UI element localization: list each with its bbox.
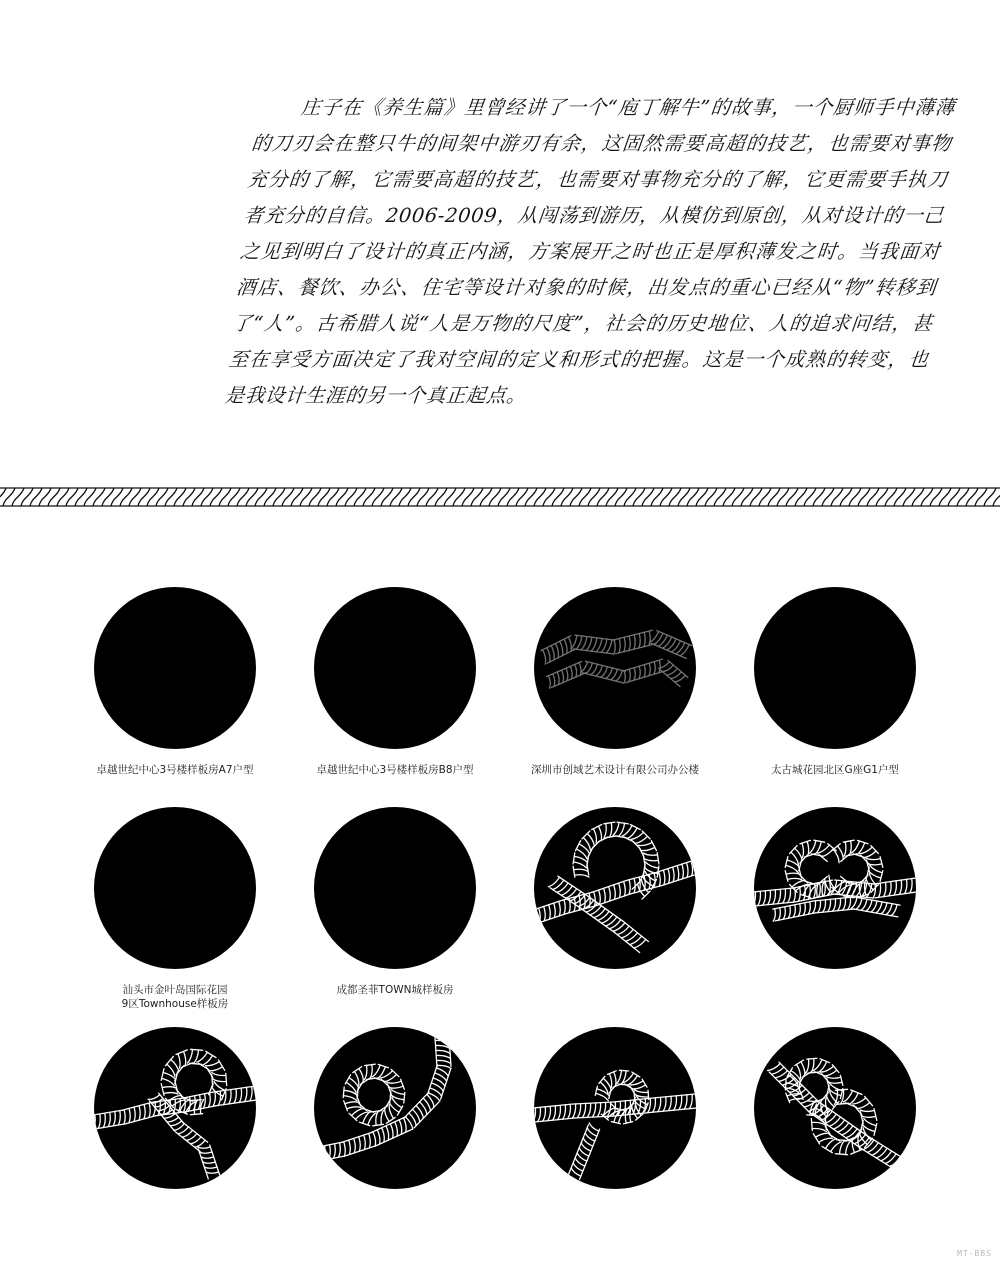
caption-line: 成都圣菲TOWN城样板房 <box>336 984 454 996</box>
project-caption <box>70 983 280 1011</box>
rope-icon <box>754 1027 916 1189</box>
project-image <box>94 587 256 749</box>
project-caption <box>730 763 940 777</box>
project-card <box>730 807 940 969</box>
project-image <box>314 807 476 969</box>
project-caption <box>510 763 720 777</box>
project-image <box>314 587 476 749</box>
project-card <box>290 587 500 777</box>
project-image <box>534 1027 696 1189</box>
project-card <box>290 1027 500 1189</box>
caption-line: 卓越世纪中心3号楼样板房A7户型 <box>96 764 254 776</box>
essay-text: 庄子在《养生篇》里曾经讲了一个“庖丁解牛”的故事，一个厨师手中薄薄的刀刃会在整只牛的间架中游刃有余，这固然需要高超的技艺，也需要对事物充分的了解，它需要高超的技艺，也需要对事物充分的了解，它更需要手执刀者充分的自信。2006-2009，从闯荡到游历，从模仿到原创，从对设计的一己之见到明白了设计的真正内涵，方案展开之时也正是厚积薄发之时。当我面对酒店、餐饮、办公、住宅等设计对象的时候，出发点的重心已经从“物”转移到了“人”。古希腊人说“人是万物的尺度”，社会的历史地位、人的追求问结，甚至在享受方面决定了我对空间的定义和形式的把握。这是一个成熟的转变，也是我设计生涯的另一个真正起点。 <box>223 96 957 407</box>
watermark: MT-BBS <box>957 1249 992 1258</box>
project-image <box>314 1027 476 1189</box>
project-card <box>730 1027 940 1189</box>
project-image <box>754 587 916 749</box>
caption-line: 9区Townhouse样板房 <box>121 998 229 1010</box>
project-image <box>534 807 696 969</box>
project-card <box>70 587 280 777</box>
project-card <box>510 807 720 969</box>
project-image <box>754 1027 916 1189</box>
rope-icon <box>534 807 696 969</box>
caption-line: 太古城花园北区G座G1户型 <box>771 764 899 776</box>
project-card <box>70 807 280 1011</box>
caption-line: 汕头市金叶岛国际花园 <box>122 984 228 996</box>
project-card <box>510 1027 720 1189</box>
project-caption <box>290 983 500 997</box>
project-card <box>70 1027 280 1189</box>
project-card <box>510 587 720 777</box>
project-image <box>754 807 916 969</box>
caption-line: 深圳市创域艺术设计有限公司办公楼 <box>531 764 699 776</box>
rope-icon <box>754 807 916 969</box>
project-card <box>730 587 940 777</box>
rope-icon <box>534 1027 696 1189</box>
project-caption <box>290 763 500 777</box>
rope-icon <box>94 1027 256 1189</box>
rope-icon <box>314 1027 476 1189</box>
project-image <box>94 807 256 969</box>
rope-icon <box>534 587 696 749</box>
project-caption <box>70 763 280 777</box>
project-image <box>94 1027 256 1189</box>
project-card <box>290 807 500 997</box>
caption-line: 卓越世纪中心3号楼样板房B8户型 <box>316 764 474 776</box>
project-image <box>534 587 696 749</box>
